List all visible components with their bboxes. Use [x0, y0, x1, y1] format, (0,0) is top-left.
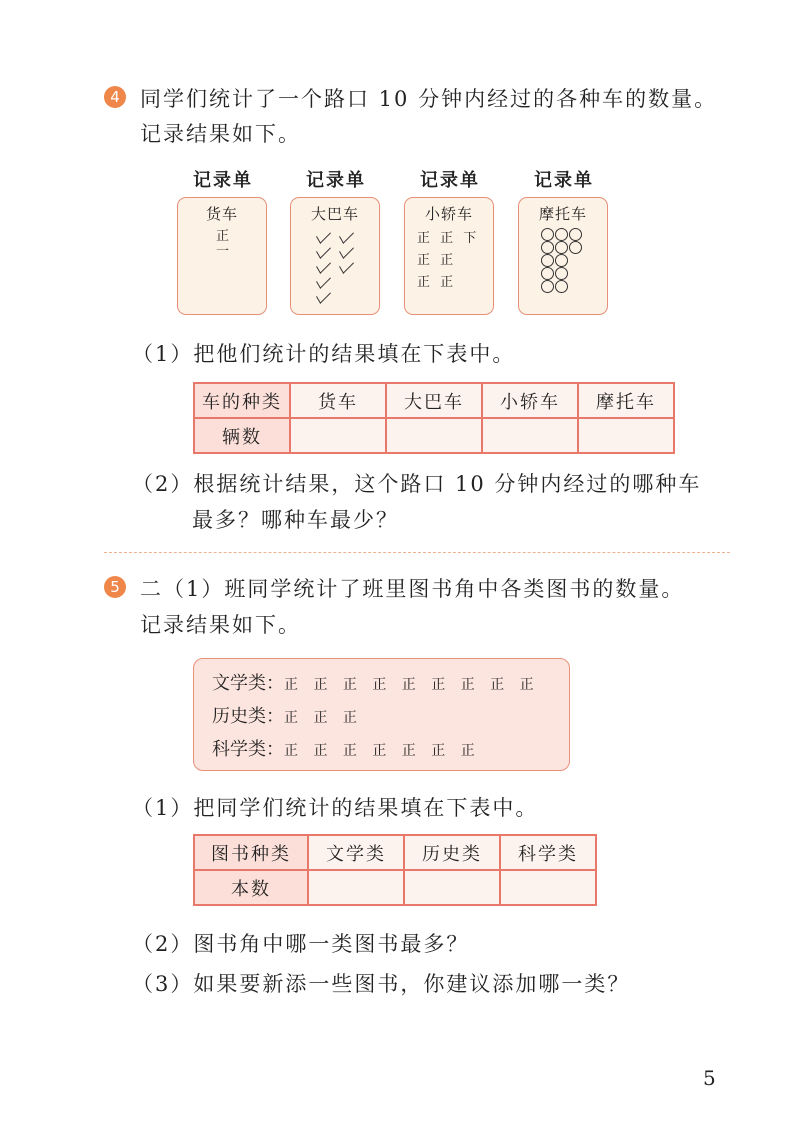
circle-row: [519, 254, 607, 267]
tally-marks: [291, 224, 379, 303]
answer-cell[interactable]: [386, 418, 482, 453]
tally-marks: [405, 224, 493, 294]
vehicle-name: 货车: [205, 205, 238, 223]
problem-4-text: 同学们统计了一个路口 10 分钟内经过的各种车的数量。: [140, 87, 718, 111]
tally-row: 正 正: [417, 275, 454, 290]
circle-mark-icon: [555, 241, 568, 254]
vehicle-name: 大巴车: [310, 205, 359, 223]
book-count-table: [193, 834, 597, 906]
table-row-label: 本数: [194, 870, 308, 905]
check-mark-icon: [316, 271, 331, 289]
table-header-cell: 历史类: [404, 835, 500, 870]
tally-row: 正 正 下: [417, 231, 477, 246]
check-mark-icon: [316, 256, 331, 274]
tally-row-history: [212, 700, 569, 733]
record-sheet-title: 记录单: [420, 170, 480, 191]
tally-label: 科学类：: [212, 739, 284, 760]
check-mark-icon: [339, 226, 354, 244]
tally-row: 一: [216, 244, 230, 259]
tally-marks: [519, 224, 607, 293]
circle-mark-icon: [541, 280, 554, 293]
problem-4-badge: 4: [104, 86, 126, 108]
problem-5-text-2: 记录结果如下。: [140, 613, 301, 637]
table-header-cell: 摩托车: [578, 383, 674, 418]
check-row: [291, 243, 379, 258]
circle-mark-icon: [541, 267, 554, 280]
table-header-row: [194, 835, 596, 870]
circle-row: [519, 228, 607, 241]
table-header-cell: 科学类: [500, 835, 596, 870]
check-mark-icon: [316, 226, 331, 244]
record-sheet-card: [177, 197, 267, 315]
tally-marks: [178, 224, 266, 258]
check-row: [291, 288, 379, 303]
answer-cell[interactable]: [578, 418, 674, 453]
tally-row-literature: [212, 667, 569, 700]
tally-row: 正 正: [417, 253, 454, 268]
circle-mark-icon: [541, 241, 554, 254]
circle-mark-icon: [541, 254, 554, 267]
circle-mark-icon: [569, 228, 582, 241]
problem-4-question-2: （2）根据统计结果，这个路口 10 分钟内经过的哪种车: [132, 472, 702, 496]
table-row: [194, 418, 674, 453]
tally-row: 正: [216, 229, 230, 244]
problem-5-question-3: （3）如果要新添一些图书，你建议添加哪一类？: [132, 972, 631, 996]
problem-5-question-2: （2）图书角中哪一类图书最多？: [132, 932, 470, 956]
record-sheet-title: 记录单: [534, 170, 594, 191]
table-header-cell: 大巴车: [386, 383, 482, 418]
answer-cell[interactable]: [308, 870, 404, 905]
problem-4-question-1: （1）把他们统计的结果填在下表中。: [132, 342, 516, 366]
tally-label: 文学类：: [212, 673, 284, 694]
table-header-cell: 图书种类: [194, 835, 308, 870]
check-row: [291, 258, 379, 273]
circle-mark-icon: [555, 267, 568, 280]
problem-5-text: 二（1）班同学统计了班里图书角中各类图书的数量。: [140, 577, 685, 601]
check-row: [291, 273, 379, 288]
answer-cell[interactable]: [404, 870, 500, 905]
table-header-cell: 文学类: [308, 835, 404, 870]
tally-marks: 正 正 正: [284, 710, 357, 726]
circle-mark-icon: [555, 228, 568, 241]
book-tally-box: [193, 658, 570, 771]
check-mark-icon: [339, 256, 354, 274]
check-mark-icon: [316, 286, 331, 304]
record-sheet-title: 记录单: [306, 170, 366, 191]
problem-4-text-2: 记录结果如下。: [140, 122, 301, 146]
table-header-cell: 小轿车: [482, 383, 578, 418]
tally-marks: 正 正 正 正 正 正 正: [284, 743, 475, 759]
table-row: [194, 870, 596, 905]
tally-label: 历史类：: [212, 706, 284, 727]
table-header-cell: 车的种类: [194, 383, 290, 418]
vehicle-count-table: [193, 382, 675, 454]
tally-row-science: [212, 733, 569, 766]
record-sheet-title: 记录单: [193, 170, 253, 191]
circle-mark-icon: [569, 241, 582, 254]
answer-cell[interactable]: [500, 870, 596, 905]
circle-mark-icon: [541, 228, 554, 241]
section-divider: [104, 552, 730, 553]
table-header-row: [194, 383, 674, 418]
circle-mark-icon: [555, 280, 568, 293]
tally-marks: 正 正 正 正 正 正 正 正 正: [284, 677, 534, 693]
check-row: [291, 228, 379, 243]
table-header-cell: 货车: [290, 383, 386, 418]
record-sheet-card: [290, 197, 380, 315]
problem-4-question-2-line-2: 最多？哪种车最少？: [192, 508, 399, 532]
vehicle-name: 摩托车: [538, 205, 587, 223]
problem-5-badge: 5: [104, 576, 126, 598]
answer-cell[interactable]: [290, 418, 386, 453]
record-sheet-card: [518, 197, 608, 315]
answer-cell[interactable]: [482, 418, 578, 453]
check-mark-icon: [339, 241, 354, 259]
vehicle-name: 小轿车: [424, 205, 473, 223]
table-row-label: 辆数: [194, 418, 290, 453]
circle-row: [519, 280, 607, 293]
circle-row: [519, 267, 607, 280]
problem-5-question-1: （1）把同学们统计的结果填在下表中。: [132, 796, 539, 820]
circle-row: [519, 241, 607, 254]
circle-mark-icon: [555, 254, 568, 267]
check-mark-icon: [316, 241, 331, 259]
page-number: 5: [703, 1066, 716, 1090]
record-sheet-card: [404, 197, 494, 315]
